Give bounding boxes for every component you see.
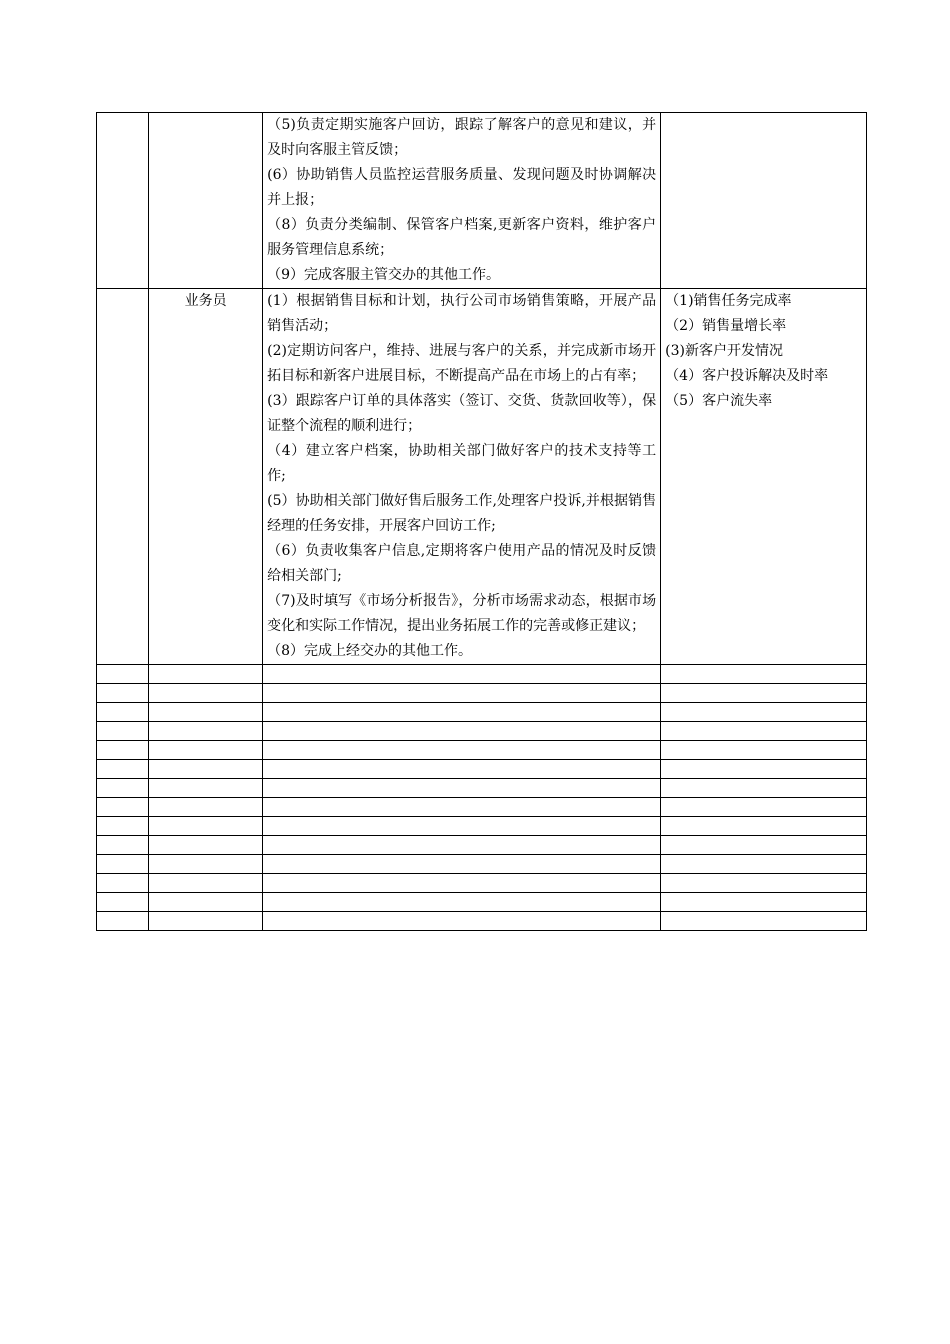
empty-cell [263, 874, 661, 893]
kpi-cell [661, 289, 867, 665]
empty-table-row [97, 836, 867, 855]
empty-cell [149, 665, 263, 684]
empty-cell [97, 665, 149, 684]
empty-cell [149, 798, 263, 817]
table-body [97, 113, 867, 931]
empty-cell [149, 874, 263, 893]
empty-cell [263, 684, 661, 703]
empty-table-row [97, 912, 867, 931]
duty-item: (1）根据销售目标和计划，执行公司市场销售策略，开展产品销售活动； [267, 293, 657, 334]
kpi-item: （5）客户流失率 [665, 393, 773, 409]
empty-cell [149, 760, 263, 779]
empty-cell [97, 741, 149, 760]
empty-cell [661, 779, 867, 798]
empty-cell [149, 855, 263, 874]
empty-table-row [97, 855, 867, 874]
empty-cell [97, 874, 149, 893]
table-row [97, 289, 867, 665]
duty-item: (6）协助销售人员监控运营服务质量、发现问题及时协调解决并上报； [267, 167, 657, 208]
empty-cell [661, 855, 867, 874]
empty-cell [97, 779, 149, 798]
duty-item: （4）建立客户档案，协助相关部门做好客户的技术支持等工作; [267, 443, 657, 484]
empty-table-row [97, 779, 867, 798]
duty-item: （7)及时填写《市场分析报告》，分析市场需求动态，根据市场变化和实际工作情况，提出业务拓展工作的完善或修正建议； [267, 593, 657, 634]
empty-cell [263, 855, 661, 874]
empty-table-row [97, 703, 867, 722]
empty-cell [97, 703, 149, 722]
empty-cell [661, 703, 867, 722]
empty-cell [149, 912, 263, 931]
duty-item: （9）完成客服主管交办的其他工作。 [267, 267, 501, 283]
empty-cell [97, 798, 149, 817]
empty-cell [149, 817, 263, 836]
empty-cell [263, 741, 661, 760]
empty-cell [149, 836, 263, 855]
empty-cell [661, 836, 867, 855]
kpi-item: (3)新客户开发情况 [665, 343, 783, 359]
duty-item: (5）协助相关部门做好售后服务工作,处理客户投诉,并根据销售经理的任务安排，开展客户回访工作; [267, 493, 657, 534]
empty-cell [263, 798, 661, 817]
empty-table-row [97, 722, 867, 741]
duty-item: (2)定期访问客户，维持、进展与客户的关系，并完成新市场开拓目标和新客户进展目标，不断提高产品在市场上的占有率； [267, 343, 657, 384]
empty-cell [661, 874, 867, 893]
duty-item: （5)负责定期实施客户回访，跟踪了解客户的意见和建议，并及时向客服主管反馈； [267, 117, 657, 158]
empty-cell [263, 722, 661, 741]
empty-cell [97, 722, 149, 741]
empty-cell [263, 703, 661, 722]
empty-cell [263, 817, 661, 836]
empty-cell [263, 912, 661, 931]
empty-cell [263, 893, 661, 912]
table-row [97, 113, 867, 289]
empty-cell [97, 760, 149, 779]
empty-table-row [97, 874, 867, 893]
empty-cell [97, 817, 149, 836]
empty-cell [97, 893, 149, 912]
job-duties-table [96, 112, 867, 931]
empty-table-row [97, 684, 867, 703]
kpi-item: （2）销售量增长率 [665, 318, 787, 334]
number-cell [97, 113, 149, 289]
duty-item: （8）完成上经交办的其他工作。 [267, 643, 473, 659]
empty-cell [149, 779, 263, 798]
empty-cell [149, 741, 263, 760]
empty-cell [97, 855, 149, 874]
empty-cell [263, 665, 661, 684]
kpi-item: （1)销售任务完成率 [665, 293, 792, 309]
empty-cell [661, 741, 867, 760]
empty-cell [661, 722, 867, 741]
empty-table-row [97, 893, 867, 912]
empty-cell [149, 722, 263, 741]
empty-table-row [97, 741, 867, 760]
empty-cell [97, 836, 149, 855]
empty-table-row [97, 817, 867, 836]
empty-cell [263, 836, 661, 855]
empty-cell [661, 760, 867, 779]
empty-table-row [97, 760, 867, 779]
empty-cell [97, 684, 149, 703]
empty-cell [661, 684, 867, 703]
number-cell [97, 289, 149, 665]
empty-cell [661, 665, 867, 684]
empty-cell [263, 779, 661, 798]
empty-cell [263, 760, 661, 779]
empty-cell [661, 798, 867, 817]
empty-cell [149, 703, 263, 722]
duties-cell [263, 113, 661, 289]
kpi-item: （4）客户投诉解决及时率 [665, 368, 829, 384]
position-cell [149, 113, 263, 289]
empty-cell [149, 684, 263, 703]
duty-item: （8）负责分类编制、保管客户档案,更新客户资料，维护客户服务管理信息系统； [267, 217, 657, 258]
empty-cell [97, 912, 149, 931]
empty-cell [661, 893, 867, 912]
duty-item: (3）跟踪客户订单的具体落实（签订、交货、货款回收等），保证整个流程的顺利进行； [267, 393, 657, 434]
duties-cell [263, 289, 661, 665]
position-cell: 业务员 [149, 289, 263, 665]
empty-table-row [97, 665, 867, 684]
empty-cell [149, 893, 263, 912]
kpi-cell [661, 113, 867, 289]
empty-cell [661, 912, 867, 931]
empty-table-row [97, 798, 867, 817]
duty-item: （6）负责收集客户信息,定期将客户使用产品的情况及时反馈给相关部门; [267, 543, 657, 584]
empty-cell [661, 817, 867, 836]
